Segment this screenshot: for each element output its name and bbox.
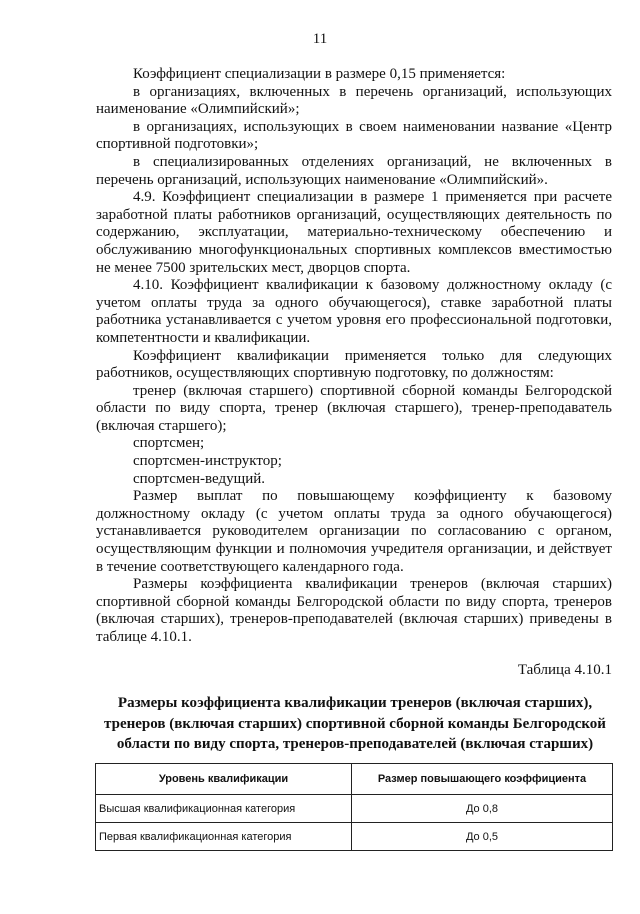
paragraph: тренер (включая старшего) спортивной сборной команды Белгородской области по виду спорта, тренер (включая старшего), тренер-преподаватель (включая старшего);: [96, 382, 612, 434]
paragraph: Размер выплат по повышающему коэффициенту к базовому должностному окладу (с учетом оплаты труда за одного обучающегося) устанавливается руководителем организации по согласованию с органом, осуществляющим функции и полномочия учредителя организации, и действует в течение соответствующего календарного года.: [96, 488, 612, 575]
table-cell: До 0,8: [352, 795, 613, 823]
paragraph: в организациях, включенных в перечень организаций, использующих наименование «Олимпийский»;: [96, 83, 612, 118]
table-cell: До 0,5: [352, 823, 613, 851]
paragraph: 4.10. Коэффициент квалификации к базовому должностному окладу (с учетом оплаты труда за одного обучающегося), ставке заработной платы работника устанавливается с учетом уровня его профессиональной подготовки, компетентности и квалификации.: [96, 277, 612, 346]
table-title: Размеры коэффициента квалификации тренеров (включая старших), тренеров (включая старших) спортивной сборной команды Белгородской области по виду спорта, тренеров-преподавателей (включая старших): [104, 695, 606, 752]
table-caption: Таблица 4.10.1: [517, 662, 612, 678]
table-cell: Высшая квалификационная категория: [96, 795, 352, 823]
column-header: Уровень квалификации: [96, 764, 352, 795]
table-header-row: [96, 764, 613, 795]
paragraph: Коэффициент специализации в размере 0,15 применяется:: [133, 66, 506, 82]
paragraph: в организациях, использующих в своем наименовании название «Центр спортивной подготовки»;: [96, 118, 612, 153]
paragraph: Размеры коэффициента квалификации тренеров (включая старших) спортивной сборной команды Белгородской области по виду спорта, тренеров (включая старших), тренеров-преподавателей (включая старших) приведены в таблице 4.10.1.: [96, 576, 612, 645]
paragraph: 4.9. Коэффициент специализации в размере 1 применяется при расчете заработной платы работников организаций, осуществляющих деятельность по содержанию, эксплуатации, материально-техническому обеспечению и обслуживанию многофункциональных спортивных комплексов вместимостью не менее 7500 зрительских мест, дворцов спорта.: [96, 189, 612, 276]
paragraph: спортсмен;: [133, 435, 205, 452]
table-row: [96, 823, 613, 851]
table-cell: Первая квалификационная категория: [96, 823, 352, 851]
page-number: 11: [312, 31, 328, 47]
qualification-table: [95, 763, 613, 851]
table-row: [96, 795, 613, 823]
paragraph: в специализированных отделениях организаций, не включенных в перечень организаций, использующих наименование «Олимпийский».: [96, 153, 612, 188]
column-header: Размер повышающего коэффициента: [352, 764, 613, 795]
paragraph: Коэффициент квалификации применяется только для следующих работников, осуществляющих спортивную подготовку, по должностям:: [96, 347, 612, 382]
paragraph: спортсмен-инструктор;: [133, 453, 282, 470]
paragraph: спортсмен-ведущий.: [133, 470, 265, 487]
body-text: [96, 66, 612, 647]
